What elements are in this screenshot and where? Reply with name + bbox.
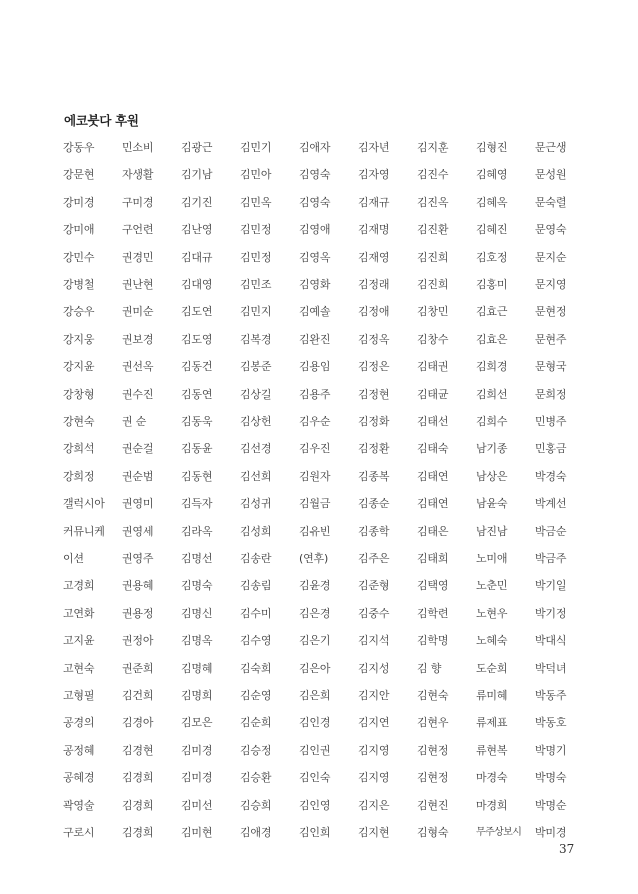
donor-name: 김학련	[417, 606, 449, 620]
donor-name: 김인숙	[299, 771, 331, 785]
donor-name: 김혜영	[476, 168, 508, 182]
donor-name: 김은기	[299, 634, 331, 648]
donor-name: 강미애	[63, 223, 95, 237]
donor-name: 김월금	[299, 497, 331, 511]
donor-name: 김태권	[417, 360, 449, 374]
donor-name: 김현우	[417, 716, 449, 730]
donor-name: 박기일	[535, 579, 567, 593]
donor-name: 곽영술	[63, 798, 95, 812]
donor-name: 고경희	[63, 579, 95, 593]
donor-name: 강희석	[63, 442, 95, 456]
donor-name: 박대식	[535, 634, 567, 648]
donor-name: 권용정	[122, 606, 154, 620]
donor-name: 강민수	[63, 250, 95, 264]
donor-name: 김기남	[181, 168, 213, 182]
donor-name: 김미현	[181, 826, 213, 839]
donor-name: 김정옥	[358, 332, 390, 346]
donor-name: 김정은	[358, 360, 390, 374]
donor-name: 구로시	[63, 826, 95, 839]
donor-name: 강미경	[63, 195, 95, 209]
donor-name: 남윤숙	[476, 497, 508, 511]
donor-name: 김명옥	[181, 634, 213, 648]
donor-name: 김지은	[358, 798, 390, 812]
donor-name: 노현우	[476, 606, 508, 620]
donor-name: 김인영	[299, 798, 331, 812]
donor-name: (연후)	[299, 552, 329, 565]
donor-name: 김영화	[299, 278, 331, 291]
donor-name: 강희정	[63, 469, 95, 483]
donor-name: 김 향	[417, 661, 442, 675]
donor-name: 김명숙	[181, 579, 213, 593]
donor-name: 김수영	[240, 634, 272, 648]
donor-name: 박금주	[535, 552, 567, 565]
donor-name: 김동현	[181, 469, 213, 483]
donor-name: 김승정	[240, 743, 272, 757]
donor-name: 민홍금	[535, 442, 567, 456]
donor-name: 마경희	[476, 798, 508, 812]
donor-name: 김라옥	[181, 524, 213, 538]
donor-name: 마경숙	[476, 771, 508, 785]
donor-name: 김기진	[181, 195, 213, 209]
donor-name: 박계선	[535, 497, 567, 511]
donor-name: 김도연	[181, 305, 213, 319]
donor-name: 고지윤	[63, 634, 95, 648]
donor-name: 김영숙	[299, 195, 331, 209]
donor-name: 권영주	[122, 552, 154, 565]
donor-name: 김창수	[417, 332, 449, 346]
donor-name: 김용임	[299, 360, 331, 374]
donor-name: 김원자	[299, 469, 331, 483]
donor-name: 김성희	[240, 524, 272, 538]
donor-name: 김득자	[181, 497, 213, 511]
donor-name: 김종순	[358, 497, 390, 511]
donor-name: 김태균	[417, 387, 449, 401]
donor-name: 문형국	[535, 360, 567, 374]
donor-name: 김혜진	[476, 223, 508, 237]
donor-name: 김선경	[240, 442, 272, 456]
donor-name: 김민옥	[240, 195, 272, 209]
donor-name: 고연화	[63, 606, 95, 620]
donor-name: 김인희	[299, 826, 331, 839]
donor-name: 김승환	[240, 771, 272, 785]
donor-name: 김명희	[181, 689, 213, 702]
donor-name: 김민기	[240, 141, 272, 154]
donor-name: 김애자	[299, 141, 331, 154]
donor-name: 권준희	[122, 661, 154, 675]
donor-name: 권미순	[122, 305, 154, 319]
donor-name: 노춘민	[476, 579, 508, 593]
donor-name: 갤럭시아	[63, 497, 105, 511]
donor-name: 김상헌	[240, 415, 272, 428]
donor-name: 김은경	[299, 606, 331, 620]
donor-name: 권 순	[122, 415, 147, 428]
donor-name: 김민지	[240, 305, 272, 319]
donor-name: 김선희	[240, 469, 272, 483]
donor-name: 김숙희	[240, 661, 272, 675]
donor-name: 문숙렬	[535, 195, 567, 209]
donor-name: 김재명	[358, 223, 390, 237]
donor-name: 김지영	[358, 771, 390, 785]
donor-name: 김동윤	[181, 442, 213, 456]
donor-name: 민소비	[122, 141, 154, 154]
donor-name: 남진남	[476, 524, 508, 538]
donor-name: 박명숙	[535, 771, 567, 785]
donor-name: 김준형	[358, 579, 390, 593]
donor-name: 김민정	[240, 250, 272, 264]
donor-name: 김희수	[476, 415, 508, 428]
donor-name: 김영애	[299, 223, 331, 237]
donor-name: 김송림	[240, 579, 272, 593]
donor-name: 김인경	[299, 716, 331, 730]
donor-name: 박명기	[535, 743, 567, 757]
donor-name: 남기종	[476, 442, 508, 456]
donor-name: 고현숙	[63, 661, 95, 675]
donor-name: 김영숙	[299, 168, 331, 182]
donor-name: 김수미	[240, 606, 272, 620]
donor-name: 김태연	[417, 497, 449, 511]
donor-name: 공정혜	[63, 743, 95, 757]
donor-name: 김대규	[181, 250, 213, 264]
donor-name: 류현복	[476, 743, 508, 757]
donor-name: 권정아	[122, 634, 154, 648]
donor-name: 김태선	[417, 415, 449, 428]
donor-name: 김유빈	[299, 524, 331, 538]
donor-name: 김미경	[181, 743, 213, 757]
donor-name: 구언련	[122, 223, 154, 237]
donor-name: 강문현	[63, 168, 95, 182]
donor-name: 류미혜	[476, 689, 508, 702]
donor-name: 김동욱	[181, 415, 213, 428]
donor-name: 이션	[63, 552, 84, 565]
donor-name: 권순걸	[122, 442, 154, 456]
donor-name: 김경현	[122, 743, 154, 757]
donor-name: 김경희	[122, 826, 154, 839]
donor-name: 김호정	[476, 250, 508, 264]
donor-name: 박금순	[535, 524, 567, 538]
donor-name: 김지안	[358, 689, 390, 702]
donor-name: 김민아	[240, 168, 272, 182]
donor-name: 김경아	[122, 716, 154, 730]
donor-name: 강지윤	[63, 360, 95, 374]
donor-name: 권보경	[122, 332, 154, 346]
donor-name: 김영옥	[299, 250, 331, 264]
donor-name: 김홍미	[476, 278, 508, 291]
donor-name: 김자영	[358, 168, 390, 182]
donor-name: 김명혜	[181, 661, 213, 675]
donor-name: 김광근	[181, 141, 213, 154]
donor-name: 김현정	[417, 743, 449, 757]
donor-name: 문영숙	[535, 223, 567, 237]
donor-name: 김현숙	[417, 689, 449, 702]
donor-name: 김애경	[240, 826, 272, 839]
donor-name: 김용주	[299, 387, 331, 401]
donor-name: 고형필	[63, 689, 95, 702]
donor-name: 김재규	[358, 195, 390, 209]
donor-name: 김희선	[476, 387, 508, 401]
donor-name: 김모은	[181, 716, 213, 730]
donor-name: 김완진	[299, 332, 331, 346]
donor-name: 강동우	[63, 141, 95, 154]
donor-name: 권순범	[122, 469, 154, 483]
donor-name: 류제표	[476, 716, 508, 730]
donor-name: 민병주	[535, 415, 567, 428]
donor-name: 김종복	[358, 469, 390, 483]
donor-name: 김택영	[417, 579, 449, 593]
donor-name: 김순영	[240, 689, 272, 702]
donor-name: 김중수	[358, 606, 390, 620]
donor-name: 김진환	[417, 223, 449, 237]
donor-name: 자생활	[122, 168, 154, 182]
donor-name: 문성원	[535, 168, 567, 182]
donor-name: 김우순	[299, 415, 331, 428]
donor-name: 김지현	[358, 826, 390, 839]
donor-name: 김동연	[181, 387, 213, 401]
donor-name: 김태연	[417, 469, 449, 483]
donor-name: 김정래	[358, 278, 390, 291]
donor-name: 무주상보시	[476, 827, 522, 838]
donor-name: 김효근	[476, 305, 508, 319]
donor-name: 문근생	[535, 141, 567, 154]
donor-name: 김종학	[358, 524, 390, 538]
donor-name: 박동주	[535, 689, 567, 702]
donor-name: 김상길	[240, 387, 272, 401]
donor-name: 도순희	[476, 661, 508, 675]
donor-name: 김진희	[417, 278, 449, 291]
donor-name: 김재영	[358, 250, 390, 264]
donor-name: 김현진	[417, 798, 449, 812]
donor-name: 문지순	[535, 250, 567, 264]
donor-name: 김미경	[181, 771, 213, 785]
donor-name: 김대영	[181, 278, 213, 291]
donor-name: 남상은	[476, 469, 508, 483]
donor-name: 김윤경	[299, 579, 331, 593]
donor-name: 김경희	[122, 771, 154, 785]
donor-name: 김난영	[181, 223, 213, 237]
donor-name: 김지성	[358, 661, 390, 675]
donor-name: 김명신	[181, 606, 213, 620]
donor-name: 김학명	[417, 634, 449, 648]
donor-name: 김지훈	[417, 141, 449, 154]
donor-name: 김은아	[299, 661, 331, 675]
donor-name: 공경의	[63, 716, 95, 730]
donor-name: 문현정	[535, 305, 567, 319]
section-heading: 에코붓다 후원	[64, 113, 139, 128]
donor-name: 김태은	[417, 524, 449, 538]
donor-name: 문희정	[535, 387, 567, 401]
donor-name: 강현숙	[63, 415, 95, 428]
donor-name: 박경숙	[535, 469, 567, 483]
donor-name: 김순희	[240, 716, 272, 730]
donor-name: 김진희	[417, 250, 449, 264]
donor-name: 커뮤니케	[63, 524, 105, 538]
donor-name: 김도영	[181, 332, 213, 346]
donor-name: 권경민	[122, 250, 154, 264]
donor-name: 김우진	[299, 442, 331, 456]
donor-name: 권용혜	[122, 579, 154, 593]
donor-name: 공혜경	[63, 771, 95, 785]
donor-name: 김지영	[358, 743, 390, 757]
donor-name: 김정화	[358, 415, 390, 428]
donor-name: 권영미	[122, 497, 154, 511]
donor-name: 김태숙	[417, 442, 449, 456]
donor-name: 김민정	[240, 223, 272, 237]
donor-name: 김승희	[240, 798, 272, 812]
donor-name: 김진옥	[417, 195, 449, 209]
donor-name: 김희경	[476, 360, 508, 374]
donor-name: 김진수	[417, 168, 449, 182]
donor-name: 강병철	[63, 278, 95, 291]
donor-name: 김명선	[181, 552, 213, 565]
donor-name: 김예솔	[299, 305, 331, 319]
donor-name: 김민조	[240, 278, 272, 291]
donor-name: 김형진	[476, 141, 508, 154]
donor-name: 김동건	[181, 360, 213, 374]
donor-name: 강지웅	[63, 332, 95, 346]
donor-name: 김송란	[240, 552, 272, 565]
donor-name: 김지연	[358, 716, 390, 730]
donor-name: 김미선	[181, 798, 213, 812]
donor-name: 김혜옥	[476, 195, 508, 209]
donor-name: 권영세	[122, 524, 154, 538]
donor-name: 김효은	[476, 332, 508, 346]
donor-name: 김창민	[417, 305, 449, 319]
donor-name: 박덕녀	[535, 661, 567, 675]
donor-name: 박미경	[535, 826, 567, 839]
donor-name: 노혜숙	[476, 634, 508, 648]
donor-name: 권선옥	[122, 360, 154, 374]
page-number: 37	[559, 842, 575, 856]
donor-name: 노미애	[476, 552, 508, 565]
donor-name: 박기정	[535, 606, 567, 620]
donor-name: 김정현	[358, 387, 390, 401]
donor-name: 김태희	[417, 552, 449, 565]
donor-name: 김복경	[240, 332, 272, 346]
donor-name: 문지영	[535, 278, 567, 291]
donor-name: 김정애	[358, 305, 390, 319]
donor-name: 강창형	[63, 387, 95, 401]
donor-name: 김형숙	[417, 826, 449, 839]
donor-name: 김인권	[299, 743, 331, 757]
donor-name: 강승우	[63, 305, 95, 319]
donor-name: 김봉준	[240, 360, 272, 374]
donor-name: 권난현	[122, 278, 154, 291]
donor-name: 문현주	[535, 332, 567, 346]
donor-name: 김주은	[358, 552, 390, 565]
donor-name: 박명순	[535, 798, 567, 812]
donor-name: 박동호	[535, 716, 567, 730]
donor-name: 김건희	[122, 689, 154, 702]
donor-name: 권수진	[122, 387, 154, 401]
donor-name: 김지석	[358, 634, 390, 648]
donor-name: 김현정	[417, 771, 449, 785]
donor-name: 김자년	[358, 141, 390, 154]
donor-name: 김성귀	[240, 497, 272, 511]
donor-name: 김은희	[299, 689, 331, 702]
donor-name: 구미경	[122, 195, 154, 209]
donor-name: 김정환	[358, 442, 390, 456]
donor-name: 김경희	[122, 798, 154, 812]
